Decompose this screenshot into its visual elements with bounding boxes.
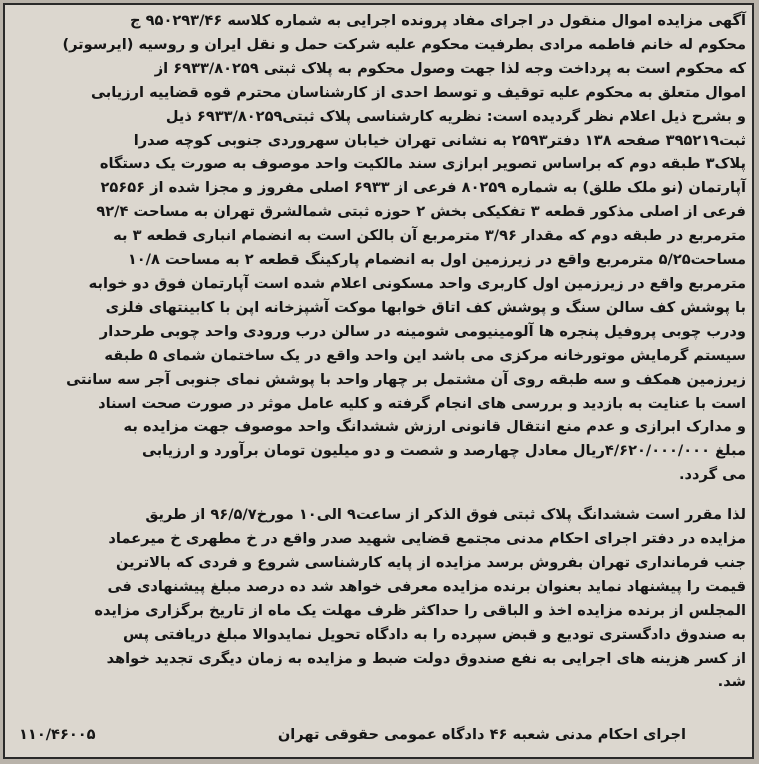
signature-line: اجرای احکام مدنی شعبه ۴۶ دادگاه عمومی حقوقی تهران — [277, 725, 686, 743]
notice-line: مترمربع در طبقه دوم که مقدار ۳/۹۶ مترمربع آن بالکن است به انضمام انباری قطعه ۳ به — [113, 227, 746, 245]
notice-line: آپارتمان (نو ملک طلق) به شماره ۸۰۲۵۹ فرعی از ۶۹۳۳ اصلی مفروز و مجزا شده از ۲۵۶۵۶ — [100, 179, 746, 197]
notice-line: مزایده در دفتر اجرای احکام مدنی مجتمع قضایی شهید صدر واقع در خ مطهری خ میرعماد — [108, 530, 746, 548]
notice-line: لذا مقرر است ششدانگ پلاک ثبتی فوق الذکر از ساعت۹ الی۱۰ مورخ۹۶/۵/۷ از طریق — [145, 506, 746, 524]
notice-line: شد. — [717, 673, 746, 691]
notice-line: مترمربع واقع در زیرزمین اول کاربری واحد مسکونی اعلام شده است آپارتمان فوق دو خوابه — [88, 274, 746, 292]
notice-line: با پوشش کف سالن سنگ و پوشش کف اتاق خوابها موکت آشپزخانه اپن با کابینتهای فلزی — [105, 298, 746, 316]
notice-line: ثبت۳۹۵۲۱۹ صفحه ۱۳۸ دفتر۲۵۹۳ به نشانی تهران خیابان سهروردی جنوبی کوچه صدرا — [133, 131, 746, 149]
notice-line: قیمت را پیشنهاد نماید بعنوان برنده مزایده معرفی خواهد شد ده درصد مبلغ پیشنهادی فی — [107, 577, 746, 595]
notice-paragraph-1 — [11, 9, 746, 487]
notice-line: مساحت۵/۲۵ مترمربع واقع در زیرزمین اول به انضمام پارکینگ قطعه ۲ به مساحت ۱۰/۸ — [127, 251, 746, 269]
notice-line: جنب فرمانداری تهران بفروش برسد مزایده از پایه کارشناسی شروع و فردی که بالاترین — [115, 553, 746, 571]
notice-line: سیستم گرمایش موتورخانه مرکزی می باشد این واحد واقع در یک ساختمان شمای ۵ طبقه — [104, 346, 746, 364]
notice-line: ودرب چوبی پروفیل پنجره ها آلومینیومی شومینه در سالن درب ورودی واحد چوبی طرحدار — [99, 322, 746, 340]
notice-line: آگهی مزایده اموال منقول در اجرای مفاد پرونده اجرایی به شماره کلاسه ۹۵۰۲۹۳/۴۶ ج — [130, 12, 746, 29]
notice-line: پلاک۳ طبقه دوم که براساس تصویر ابرازی سند مالکیت واحد موصوف به صورت یک دستگاه — [99, 155, 746, 173]
notice-code: ۱۱۰/۴۶۰۰۵ — [19, 725, 96, 743]
notice-body — [11, 9, 746, 751]
notice-line: فرعی از اصلی مذکور قطعه ۳ تفکیکی بخش ۲ حوزه ثبتی شمالشرق تهران به مساحت ۹۲/۴ — [96, 203, 746, 221]
notice-paragraph-2 — [11, 503, 746, 694]
notice-line: محکوم له خانم فاطمه مرادی بطرفیت محکوم علیه شرکت حمل و نقل ایران و روسیه (ایرسوتر) — [62, 35, 746, 53]
notice-line: زیرزمین همکف و سه طبقه روی آن مشتمل بر چهار واحد با پوشش نمای جنوبی آجر سه سانتی — [66, 370, 746, 388]
notice-line: از کسر هزینه های اجرایی به نفع صندوق دولت ضبط و مزایده به زمان دیگری تجدید خواهد — [106, 649, 746, 667]
notice-line: المجلس از برنده مزایده اخذ و الباقی را حداکثر ظرف مهلت یک ماه از تاریخ برگزاری مزایده — [94, 601, 746, 619]
notice-line: و مدارک ابرازی و عدم منع انتقال قانونی ارزش ششدانگ واحد موصوف جهت مزایده به — [123, 418, 746, 436]
notice-line: مبلغ ۴/۶۲۰/۰۰۰/۰۰۰ریال معادل چهارصد و شصت و دو میلیون تومان برآورد و ارزیابی — [141, 442, 746, 460]
notice-line: به صندوق دادگستری تودیع و قبض سپرده را به دادگاه تحویل نمایدوالا مبلغ دریافتی پس — [122, 625, 746, 643]
notice-line: است با عنایت به بازدید و بررسی های انجام گرفته و کلیه عامل موثر در صورت صحت اسناد — [98, 394, 746, 412]
notice-sheet — [3, 3, 754, 759]
notice-line: و بشرح ذیل اعلام نظر گردیده است: نظریه کارشناسی پلاک ثبتی۶۹۳۳/۸۰۲۵۹ ذیل — [165, 107, 746, 125]
notice-line: اموال متعلق به محکوم علیه توقیف و توسط احدی از کارشناسان محترم قوه قضاییه ارزیابی — [91, 83, 746, 101]
notice-line: می گردد. — [679, 466, 746, 484]
notice-footer — [11, 717, 746, 751]
notice-line: که محکوم است به پرداخت وجه لذا جهت وصول محکوم به پلاک ثبتی ۶۹۳۳/۸۰۲۵۹ از — [154, 59, 746, 77]
